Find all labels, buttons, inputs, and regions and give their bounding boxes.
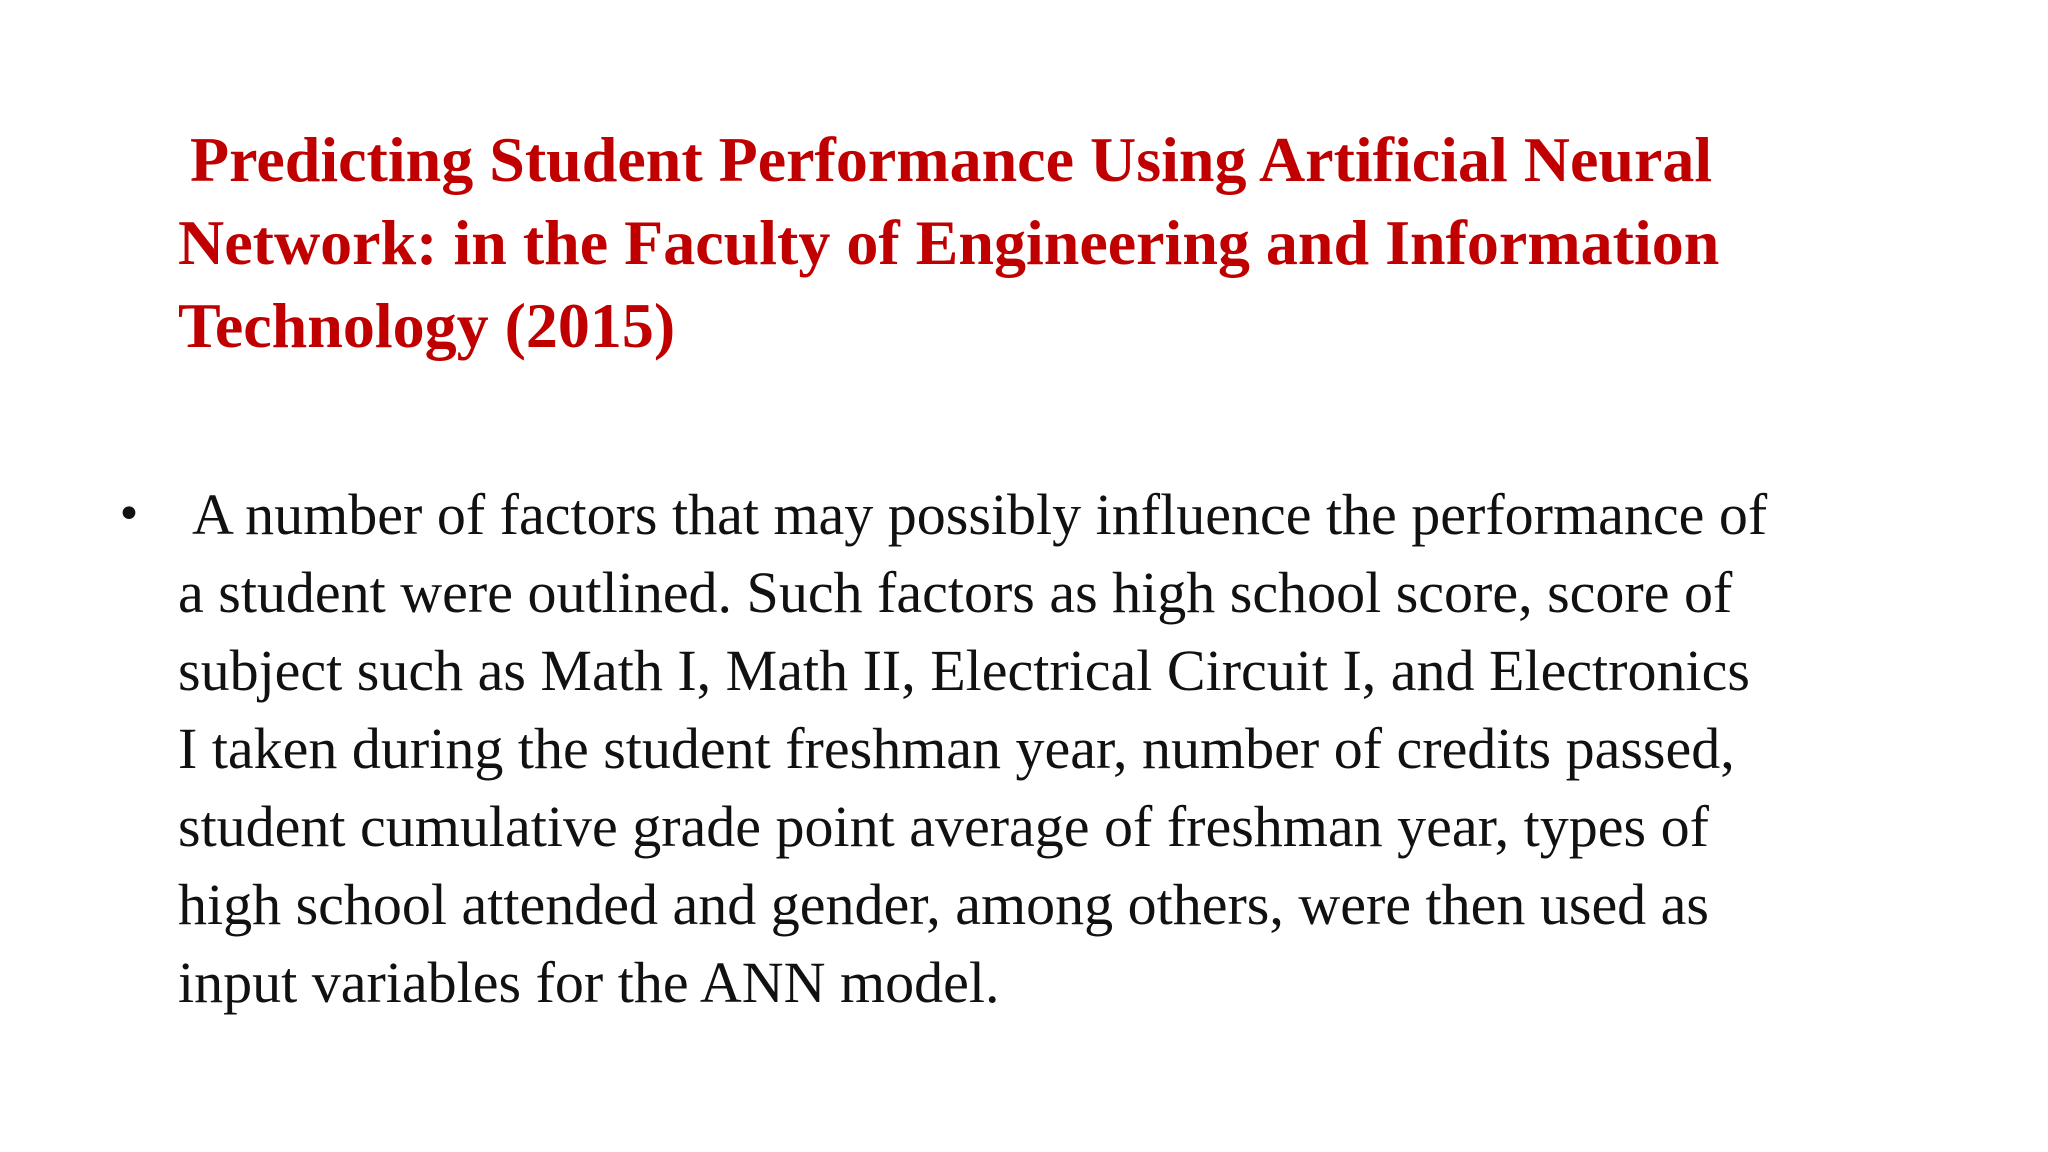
bullet-text-line: A number of factors that may possibly influence the performance of: [192, 482, 1768, 547]
bullet-text-line: student cumulative grade point average of freshman year, types of: [178, 794, 1709, 859]
bullet-item: [112, 476, 1972, 1022]
bullet-text-line: subject such as Math I, Math II, Electrical Circuit I, and Electronics: [178, 638, 1750, 703]
bullet-text-line: high school attended and gender, among others, were then used as: [178, 872, 1709, 937]
bullet-text-line: input variables for the ANN model.: [178, 950, 1000, 1015]
slide-title-line: Predicting Student Performance Using Artificial Neural: [190, 124, 1713, 195]
bullet-dot-icon: •: [116, 489, 142, 540]
bullet-list: [112, 476, 1972, 1022]
slide-title-line: Network: in the Faculty of Engineering and Information: [178, 207, 1720, 278]
slide-title-line: Technology (2015): [178, 290, 676, 361]
slide-title: [178, 118, 1878, 367]
bullet-text-line: I taken during the student freshman year, number of credits passed,: [178, 716, 1735, 781]
bullet-text-line: a student were outlined. Such factors as high school score, score of: [178, 560, 1733, 625]
